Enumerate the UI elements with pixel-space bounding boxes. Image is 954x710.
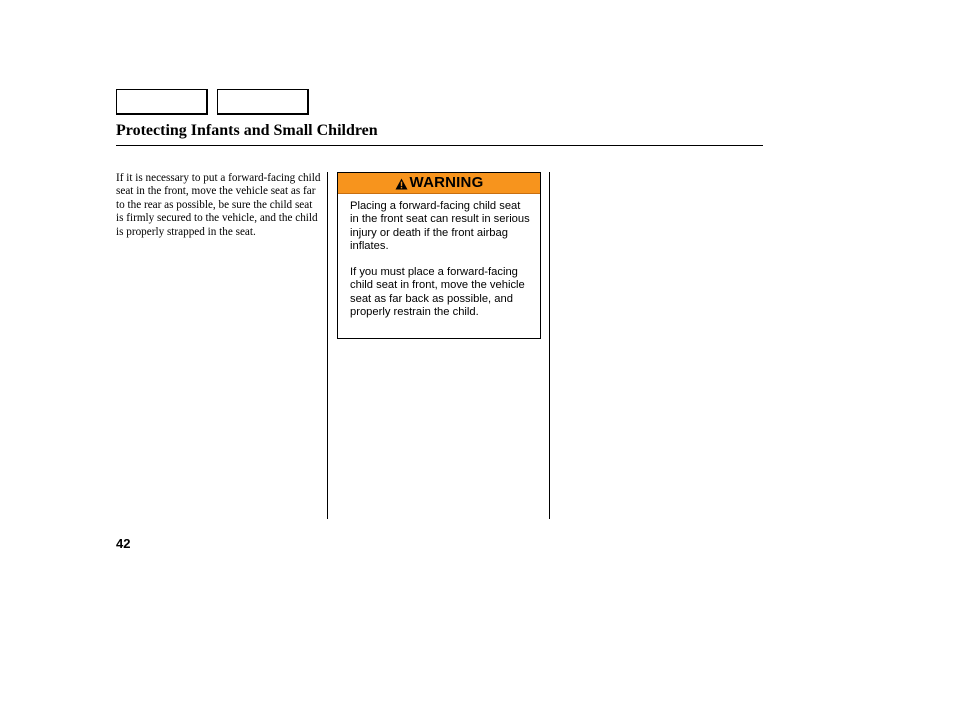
warning-paragraph-1: Placing a forward-facing child seat in the front seat can result in serious injury or death if the front airbag inflates. (350, 200, 530, 252)
warning-box (337, 172, 541, 339)
page-number: 42 (116, 536, 131, 551)
title-divider (116, 145, 763, 146)
warning-body (338, 194, 540, 319)
warning-triangle-icon (395, 177, 408, 189)
nav-button-2[interactable] (217, 89, 309, 115)
body-paragraph: If it is necessary to put a forward-facing child seat in the front, move the vehicle seat as far to the rear as possible, be sure the child seat is firmly secured to the vehicle, and the child is properly strapped in the seat. (116, 172, 321, 238)
warning-paragraph-2: If you must place a forward-facing child seat in front, move the vehicle seat as far back as possible, and properly restrain the child. (350, 266, 525, 319)
column-divider-right (549, 172, 550, 519)
warning-label: WARNING (409, 174, 484, 191)
page-title: Protecting Infants and Small Children (116, 122, 378, 139)
nav-button-1[interactable] (116, 89, 208, 115)
warning-header (338, 173, 540, 194)
column-divider-left (327, 172, 328, 519)
